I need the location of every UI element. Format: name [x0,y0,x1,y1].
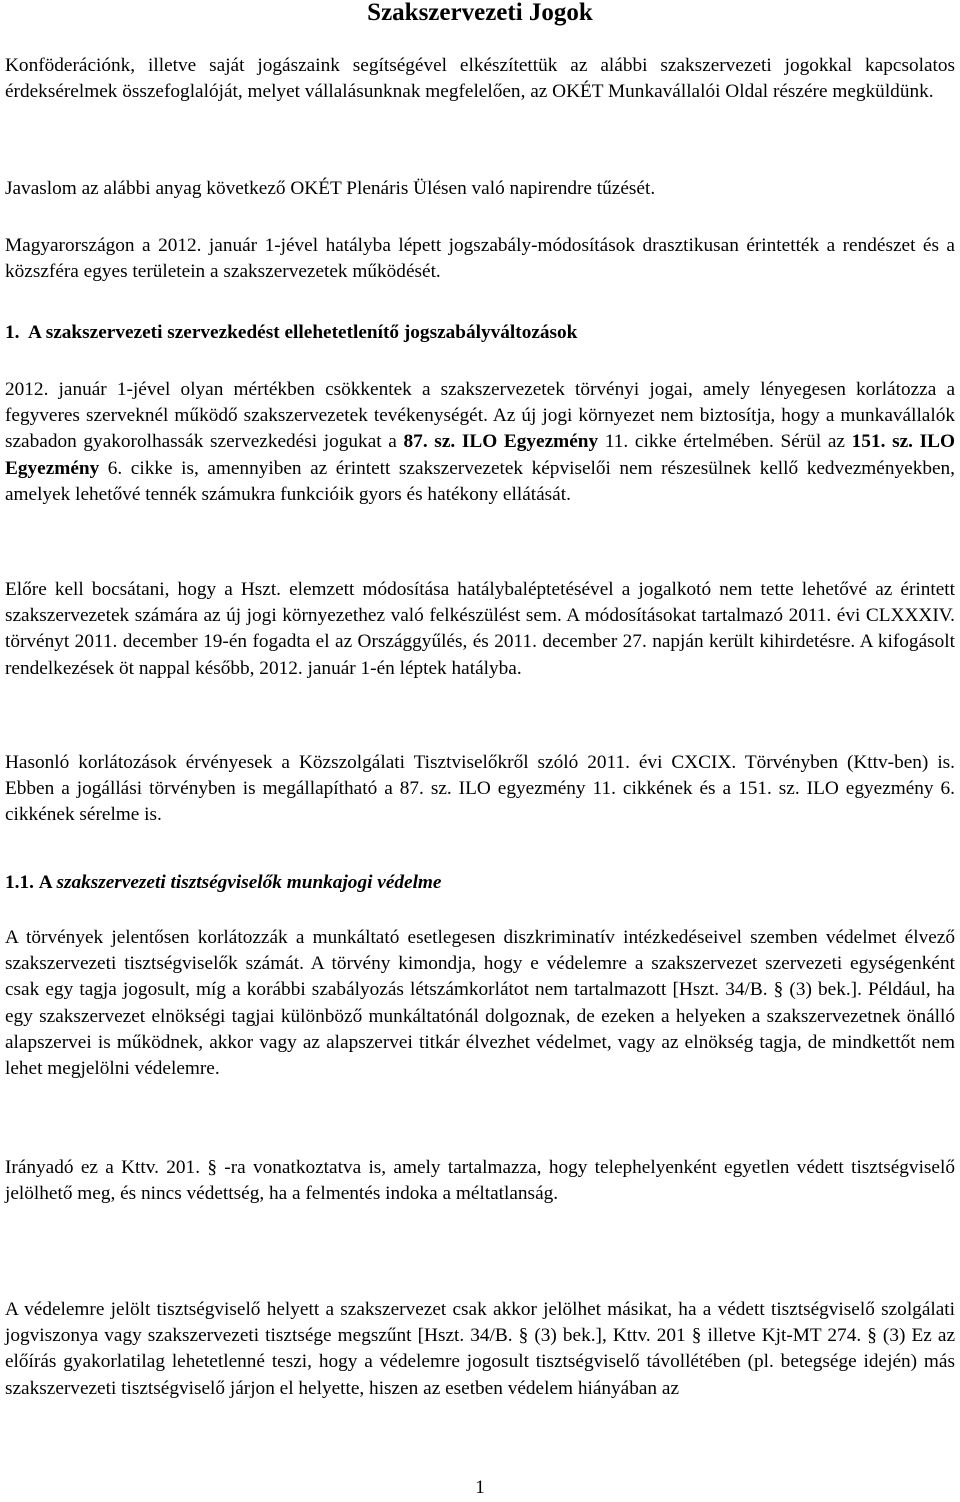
page-number: 1 [475,1477,485,1498]
section-1-heading [5,320,955,346]
section-1-1-number: 1.1. [5,872,34,893]
page-title: Szakszervezeti Jogok [367,0,593,26]
section-1-1-paragraph-2: Irányadó ez a Kttv. 201. § -ra vonatkoztatva is, amely tartalmazza, hogy telephelyenként egyetlen védett tisztségviselő jelölhető meg, és nincs védettség, ha a felmentés indoka a méltatlanság. [5,1157,955,1205]
section-1-paragraph-1 [5,377,955,508]
section-1-1-paragraph-3: A védelemre jelölt tisztségviselő helyett a szakszervezet csak akkor jelölhet másikat, ha a védett tisztségviselő szolgálati jogviszonya vagy szakszervezeti tisztsége megszűnt [Hszt. 34/B. § (3) bek.], Kttv. 201 § illetve Kjt-MT 274. § (3) Ez az előírás gyakorlatilag lehetetlenné teszi, hogy a védelemre jogosult tisztségviselő távollétében (pl. betegsége idején) más szakszervezeti tisztségviselő járjon el helyette, hiszen az esetben védelem hiányában az [5,1299,955,1399]
section-1-paragraph-3: Hasonló korlátozások érvényesek a Közszolgálati Tisztviselőkről szóló 2011. évi CXCIX. Törvényben (Kttv-ben) is. Ebben a jogállási törvényben is megállapítható a 87. sz. ILO egyezmény 11. cikkének és a 151. sz. ILO egyezmény 6. cikkének sérelme is. [5,752,955,826]
section-1-1-title-b: szakszervezeti tisztségviselők munkajogi védelme [56,872,442,893]
intro-paragraph-3: Magyarországon a 2012. január 1-jével hatályba lépett jogszabály-módosítások drasztikusan érintették a rendészet és a közszféra egyes területein a szakszervezetek működését. [5,235,955,283]
ilo-87-reference: 87. sz. ILO Egyezmény [403,431,599,453]
section-1-1-title-a: A [38,872,57,893]
section-1-p1-text-c: 11. cikke értelmében. Sérül az [598,431,852,453]
ilo-151-reference: 151. sz. ILO Egyezmény [5,431,955,479]
section-1-title: A szakszervezeti szervezkedést ellehetetlenítő jogszabályváltozások [28,322,578,343]
section-1-number: 1. [5,322,20,343]
section-1-p1-text-d: 6. cikke is, amennyiben az érintett szakszervezetek képviselői nem részesülnek kellő kedvezményekben, amelyek lehetővé tennék számukra funkcióik gyors és hatékony ellátását. [5,457,955,505]
section-1-paragraph-2: Előre kell bocsátani, hogy a Hszt. elemzett módosítása hatálybaléptetésével a jogalkotó nem tette lehetővé az érintett szakszervezetek számára az új jogi környezethez való felkészülést sem. A módosításokat tartalmazó 2011. évi CLXXXIV. törvényt 2011. december 19-én fogadta el az Országgyűlés, és 2011. december 27. napján került kihirdetésre. A kifogásolt rendelkezések öt nappal később, 2012. január 1-én léptek hatályba. [5,579,955,679]
intro-paragraph-2: Javaslom az alábbi anyag következő OKÉT Plenáris Ülésen való napirendre tűzését. [5,178,656,199]
intro-paragraph-1: Konföderációnk, illetve saját jogászaink segítségével elkészítettük az alábbi szakszervezeti jogokkal kapcsolatos érdeksérelmek összefoglalóját, melyet vállalásunknak megfelelően, az OKÉT Munkavállalói Oldal részére megküldünk. [5,55,955,103]
section-1-1-paragraph-1: A törvények jelentősen korlátozzák a munkáltató esetlegesen diszkriminatív intézkedéseivel szemben védelmet élvező szakszervezeti tisztségviselők számát. A törvény kimondja, hogy e védelemre a szakszervezet szervezeti egységenként csak egy tagja jogosult, míg a korábbi szabályozás létszámkorlátot nem tartalmazott [Hszt. 34/B. § (3) bek.]. Például, ha egy szakszervezet elnökségi tagjai különböző munkáltatónál dolgoznak, de ezeken a helyeken a szakszervezetnek önálló alapszervei is működnek, akkor vagy az alapszervei titkár élvezhet védelmet, vagy az elnökség tagja, de mindkettőt nem lehet megjelölni védelemre. [5,927,955,1080]
section-1-p1-text-a: 2012. január 1-jével olyan mértékben csökkentek a szakszervezetek törvényi jogai, amely lényegesen korlátozza a fegyveres szerveknél működő szakszervezetek tevékenységét. Az új jogi környezet nem biztosítja, hogy a munkavállalók szabadon gyakorolhassák szervezkedési jogukat a [5,379,955,453]
section-1-1-heading [5,870,955,896]
